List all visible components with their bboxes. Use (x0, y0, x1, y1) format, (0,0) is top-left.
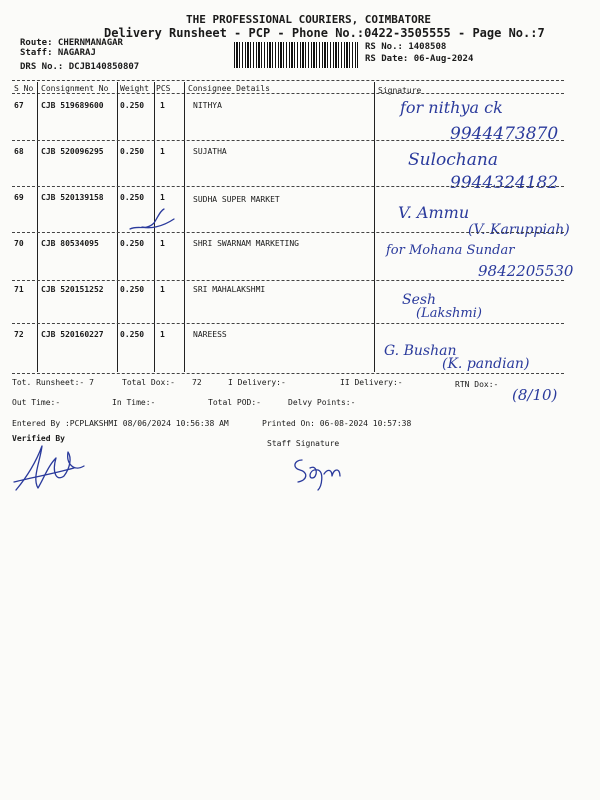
row-separator (12, 186, 564, 187)
col-header-pcs: PCS (156, 84, 171, 93)
col-divider (37, 82, 38, 372)
row-signature-phone: 9842205530 (478, 262, 574, 280)
row-consignee: NAREESS (193, 330, 227, 339)
rs-date: RS Date: 06-Aug-2024 (365, 54, 474, 64)
in-time: In Time:- (112, 398, 156, 407)
row-consignment: CJB 520096295 (41, 147, 104, 156)
route: Route: CHERNMANAGAR (20, 38, 123, 48)
row-weight: 0.250 (120, 101, 145, 110)
total-runsheet: Tot. Runsheet:- 7 (12, 378, 94, 387)
row-weight: 0.250 (120, 193, 145, 202)
staff-signature-label: Staff Signature (267, 439, 340, 448)
row-consignment: CJB 520151252 (41, 285, 104, 294)
entered-by: Entered By :PCPLAKSHMI 08/06/2024 10:56:38 AM (12, 419, 229, 428)
row-consignment: CJB 520139158 (41, 193, 104, 202)
row-weight: 0.250 (120, 147, 145, 156)
col-header-weight: Weight (120, 84, 149, 93)
company-name: THE PROFESSIONAL COURIERS, COIMBATORE (186, 13, 432, 26)
row-signature-phone: 9944324182 (450, 173, 559, 193)
first-delivery: I Delivery:- (228, 378, 286, 387)
col-header-sno: S No (14, 84, 34, 93)
row-separator (12, 232, 564, 233)
total-dox-value: 72 (192, 378, 202, 387)
pen-scribble (128, 205, 178, 235)
col-header-consignment: Consignment No (41, 84, 109, 93)
verifier-signature (12, 438, 92, 498)
row-pcs: 1 (160, 285, 165, 294)
col-header-consignee: Consignee Details (188, 84, 270, 93)
row-pcs: 1 (160, 193, 165, 202)
row-signature-name: V. Ammu (398, 203, 470, 222)
rtn-note: (8/10) (512, 386, 558, 404)
row-signature-name: Sesh (402, 292, 437, 308)
row-separator (12, 140, 564, 141)
row-sno: 69 (14, 193, 24, 202)
table-header-rule (12, 93, 564, 94)
delivery-points: Delvy Points:- (288, 398, 356, 407)
table-top-rule (12, 80, 564, 81)
drs-number: DRS No.: DCJB140850807 (20, 62, 140, 72)
row-consignment: CJB 80534095 (41, 239, 99, 248)
row-sno: 71 (14, 285, 24, 294)
row-consignee: SRI MAHALAKSHMI (193, 285, 266, 294)
row-pcs: 1 (160, 239, 165, 248)
row-signature-name: for Mohana Sundar (386, 243, 515, 258)
row-signature-name: G. Bushan (384, 343, 457, 359)
row-consignee: SHRI SWARNAM MARKETING (193, 239, 299, 248)
staff-name: Staff: NAGARAJ (20, 48, 96, 58)
row-sno: 67 (14, 101, 24, 110)
row-consignee: NITHYA (193, 101, 222, 110)
col-divider (117, 82, 118, 372)
staff-signature (288, 452, 348, 492)
row-sno: 68 (14, 147, 24, 156)
total-dox-label: Total Dox:- (122, 378, 175, 387)
row-signature-note: (Lakshmi) (416, 306, 482, 321)
row-signature-note: (V. Karuppiah) (468, 222, 570, 238)
row-signature-note: (K. pandian) (442, 356, 530, 372)
col-divider (374, 82, 375, 372)
row-pcs: 1 (160, 147, 165, 156)
row-sno: 70 (14, 239, 24, 248)
barcode (234, 42, 358, 68)
row-separator (12, 323, 564, 324)
row-weight: 0.250 (120, 239, 145, 248)
rs-number: RS No.: 1408508 (365, 42, 447, 52)
row-consignment: CJB 520160227 (41, 330, 104, 339)
printed-on: Printed On: 06-08-2024 10:57:38 (262, 419, 412, 428)
row-weight: 0.250 (120, 330, 145, 339)
row-pcs: 1 (160, 101, 165, 110)
row-signature-name: Sulochana (408, 150, 498, 170)
row-consignment: CJB 519689600 (41, 101, 104, 110)
row-separator (12, 280, 564, 281)
verified-by-label: Verified By (12, 434, 65, 443)
row-consignee: SUDHA SUPER MARKET (193, 195, 280, 204)
row-signature-phone: 9944473870 (450, 124, 559, 144)
runsheet-subtitle: Delivery Runsheet - PCP - Phone No.:0422-3505555 - Page No.:7 (104, 26, 545, 40)
row-sno: 72 (14, 330, 24, 339)
row-weight: 0.250 (120, 285, 145, 294)
out-time: Out Time:- (12, 398, 61, 407)
row-pcs: 1 (160, 330, 165, 339)
row-consignee: SUJATHA (193, 147, 227, 156)
table-bottom-rule (12, 373, 564, 374)
total-pod: Total POD:- (208, 398, 261, 407)
col-divider (184, 82, 185, 372)
rtn-dox: RTN Dox:- (455, 380, 499, 389)
second-delivery: II Delivery:- (340, 378, 403, 387)
col-header-signature: Signature (378, 86, 422, 95)
row-signature-name: for nithya ck (400, 98, 503, 117)
